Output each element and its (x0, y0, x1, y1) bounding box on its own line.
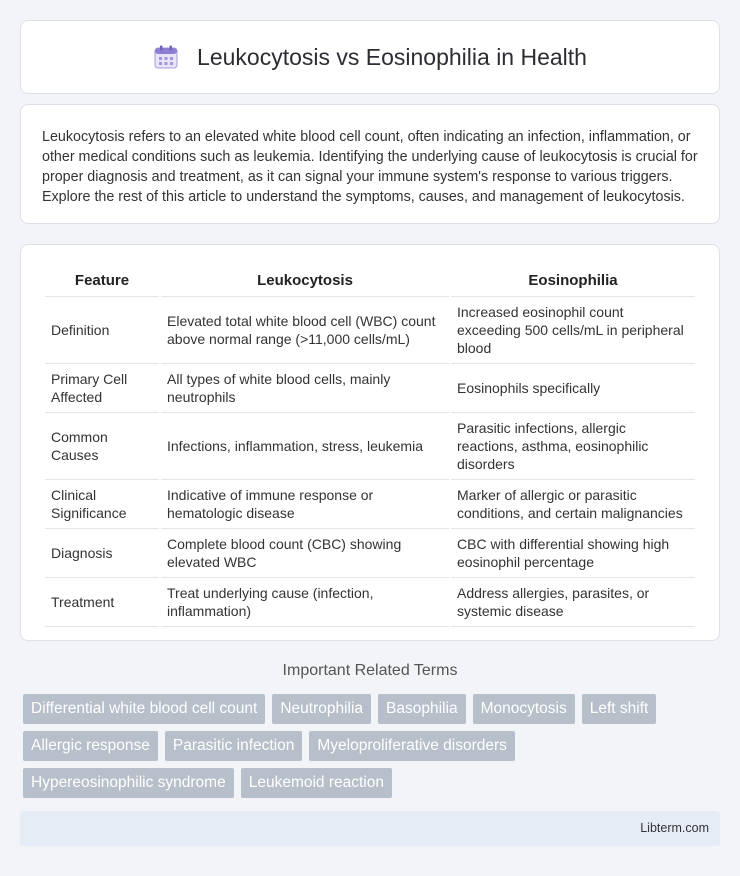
intro-text: Leukocytosis refers to an elevated white blood cell count, often indicating an infection, inflammation, or other medical conditions such as leukemia. Identifying the underlying cause of leukocytosis is crucial for proper diagnosis and treatment, as it can signal your immune system's response to various triggers. Explore the rest of this article to understand the symptoms, causes, and management of leukocytosis. (42, 129, 698, 205)
footer (20, 811, 720, 846)
leukocytosis-cell: Indicative of immune response or hematologic disease (161, 480, 449, 529)
feature-cell: Primary Cell Affected (45, 364, 159, 413)
eosinophilia-cell: CBC with differential showing high eosinophil percentage (451, 529, 695, 578)
feature-cell: Treatment (45, 578, 159, 627)
feature-cell: Definition (45, 297, 159, 364)
tag-row (23, 731, 723, 761)
table-row (45, 578, 695, 627)
related-terms-heading: Important Related Terms (282, 662, 458, 679)
tag-differential-wbc-count[interactable]: Differential white blood cell count (23, 694, 265, 724)
table-row (45, 364, 695, 413)
table-row (45, 297, 695, 364)
tag-hypereosinophilic-syndrome[interactable]: Hypereosinophilic syndrome (23, 768, 234, 798)
eosinophilia-cell: Address allergies, parasites, or systemic disease (451, 578, 695, 627)
tag-left-shift[interactable]: Left shift (582, 694, 657, 724)
comparison-table (43, 263, 697, 627)
header-eosinophilia: Eosinophilia (451, 263, 695, 297)
page-title: Leukocytosis vs Eosinophilia in Health (197, 43, 587, 70)
tag-neutrophilia[interactable]: Neutrophilia (272, 694, 371, 724)
header-card (20, 20, 720, 94)
tag-row (23, 694, 723, 724)
tag-myeloproliferative-disorders[interactable]: Myeloproliferative disorders (309, 731, 515, 761)
leukocytosis-cell: Infections, inflammation, stress, leukemia (161, 413, 449, 480)
calendar-icon (153, 44, 179, 70)
table-row (45, 529, 695, 578)
table-header-row (45, 263, 695, 297)
footer-site-link[interactable]: Libterm.com (640, 821, 709, 835)
table-row (45, 480, 695, 529)
title-wrap (153, 44, 587, 71)
tag-allergic-response[interactable]: Allergic response (23, 731, 158, 761)
tag-basophilia[interactable]: Basophilia (378, 694, 466, 724)
eosinophilia-cell: Parasitic infections, allergic reactions, asthma, eosinophilic disorders (451, 413, 695, 480)
eosinophilia-cell: Increased eosinophil count exceeding 500 cells/mL in peripheral blood (451, 297, 695, 364)
header-feature: Feature (45, 263, 159, 297)
leukocytosis-cell: All types of white blood cells, mainly neutrophils (161, 364, 449, 413)
tag-monocytosis[interactable]: Monocytosis (473, 694, 575, 724)
eosinophilia-cell: Marker of allergic or parasitic conditions, and certain malignancies (451, 480, 695, 529)
tag-parasitic-infection[interactable]: Parasitic infection (165, 731, 302, 761)
tag-row (23, 768, 723, 798)
feature-cell: Common Causes (45, 413, 159, 480)
intro-card (20, 104, 720, 224)
leukocytosis-cell: Treat underlying cause (infection, inflammation) (161, 578, 449, 627)
feature-cell: Diagnosis (45, 529, 159, 578)
tag-leukemoid-reaction[interactable]: Leukemoid reaction (241, 768, 392, 798)
header-leukocytosis: Leukocytosis (161, 263, 449, 297)
feature-cell: Clinical Significance (45, 480, 159, 529)
eosinophilia-cell: Eosinophils specifically (451, 364, 695, 413)
leukocytosis-cell: Elevated total white blood cell (WBC) count above normal range (>11,000 cells/mL) (161, 297, 449, 364)
leukocytosis-cell: Complete blood count (CBC) showing elevated WBC (161, 529, 449, 578)
related-terms-list (23, 694, 723, 805)
table-row (45, 413, 695, 480)
comparison-card (20, 244, 720, 641)
